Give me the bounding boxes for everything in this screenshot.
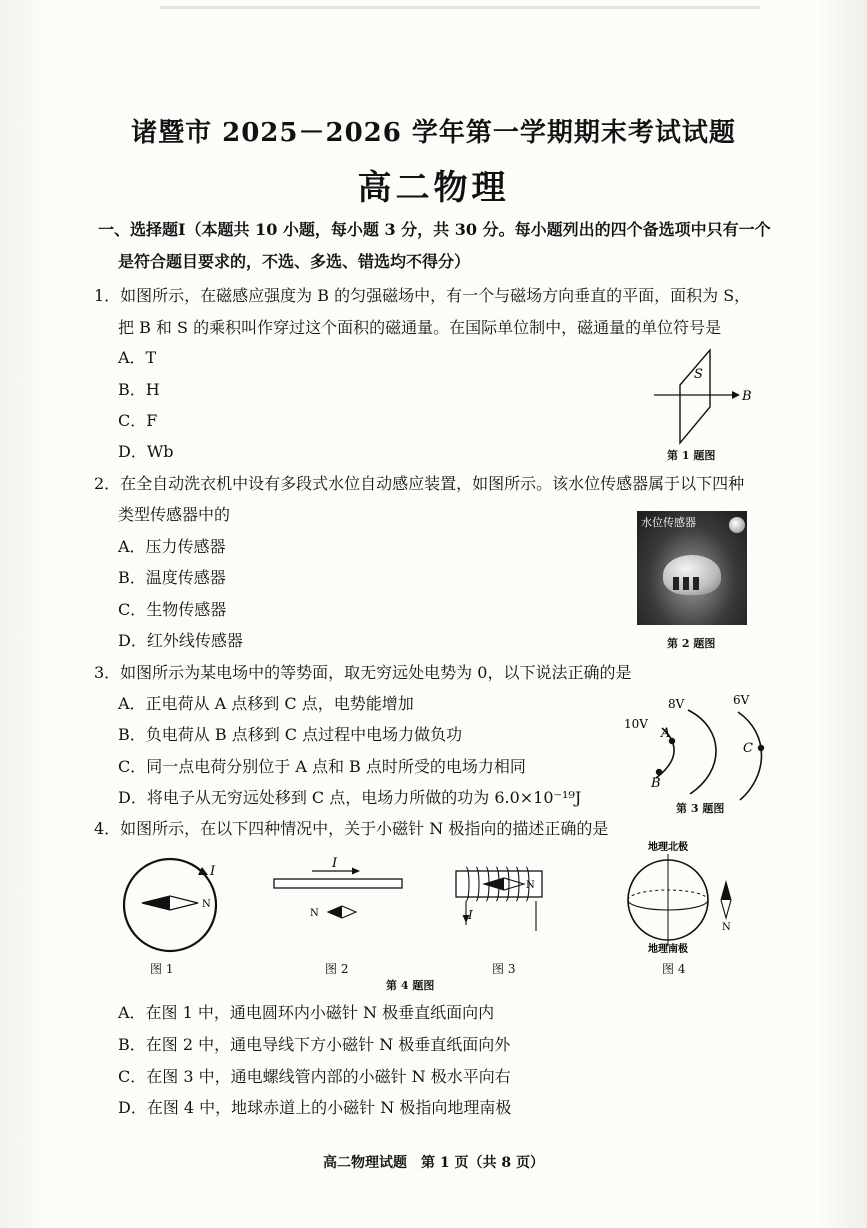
- q3-stem: 3．如图所示为某电场中的等势面，取无穷远处电势为 0，以下说法正确的是: [94, 663, 632, 682]
- q1-plane: [680, 350, 710, 443]
- label-10v: 10V: [624, 717, 648, 731]
- q4-figure-1: [118, 855, 228, 960]
- page-footer: 高二物理试题 第 1 页（共 8 页）: [323, 1155, 544, 1171]
- equipotential-8v: [688, 710, 716, 794]
- solenoid-needle-n-label: N: [526, 880, 535, 891]
- sensor-slot: [683, 577, 689, 590]
- fig1-label: 图 1: [150, 962, 174, 976]
- sensor-knob: [729, 517, 745, 533]
- q4-stem: 4．如图所示，在以下四种情况中，关于小磁针 N 极指向的描述正确的是: [94, 819, 609, 838]
- equipotential-6v: [738, 712, 762, 800]
- q1-option-a: A．T: [118, 348, 157, 367]
- q1-option-b: B．H: [118, 380, 160, 399]
- solenoid-current-label: I: [468, 908, 473, 922]
- photo-label: 水位传感器: [641, 516, 696, 529]
- q1-stem-line2: 把 B 和 S 的乘积叫作穿过这个面积的磁通量。在国际单位制中，磁通量的单位符号是: [118, 318, 722, 337]
- q2-option-d: D．红外线传感器: [118, 631, 243, 650]
- current-label: I: [210, 864, 216, 879]
- fig4-label: 图 4: [662, 962, 686, 976]
- q1-label-b: B: [742, 389, 752, 404]
- label-8v: 8V: [668, 697, 685, 711]
- q1-option-d: D．Wb: [118, 442, 174, 461]
- q3-caption: 第 3 题图: [676, 802, 725, 815]
- q2-option-a: A．压力传感器: [118, 537, 226, 556]
- scan-artifact-line: [160, 6, 760, 9]
- wire-current-label: I: [332, 856, 338, 871]
- wire-compass-needle-dark: [328, 906, 342, 918]
- wire-current-arrowhead: [352, 868, 360, 875]
- sensor-slot: [693, 577, 699, 590]
- sensor-slot: [673, 577, 679, 590]
- label-6v: 6V: [733, 693, 750, 707]
- q1-stem-line1: 1．如图所示，在磁感应强度为 B 的匀强磁场中，有一个与磁场方向垂直的平面，面积为 S，: [94, 286, 751, 305]
- q4-option-d: D．在图 4 中，地球赤道上的小磁针 N 极指向地理南极: [118, 1098, 512, 1117]
- fig3-label: 图 3: [492, 962, 516, 976]
- point-c: [758, 745, 764, 751]
- straight-wire: [274, 879, 402, 888]
- q4-figure-4: [620, 838, 750, 960]
- q1-label-s: S: [694, 367, 703, 382]
- label-a: A: [661, 726, 671, 741]
- q4-caption: 第 4 题图: [386, 979, 435, 992]
- q3-option-d: D．将电子从无穷远处移到 C 点，电场力所做的功为 6.0×10⁻¹⁹J: [118, 788, 582, 807]
- section-heading-line2: 是符合题目要求的，不选、多选、错选均不得分）: [118, 252, 471, 271]
- q3-option-b: B．负电荷从 B 点移到 C 点过程中电场力做负功: [118, 725, 463, 744]
- label-c: C: [743, 741, 753, 756]
- q4-option-c: C．在图 3 中，通电螺线管内部的小磁针 N 极水平向右: [118, 1067, 511, 1086]
- q1-figure: [650, 345, 760, 440]
- exam-title: 诸暨市 2025－2026 学年第一学期期末考试试题: [131, 118, 736, 148]
- needle-n-label: N: [202, 899, 211, 910]
- q1-option-c: C．F: [118, 411, 158, 430]
- q3-option-a: A．正电荷从 A 点移到 C 点，电势能增加: [118, 694, 414, 713]
- q1-arrowhead: [732, 391, 740, 399]
- q2-option-c: C．生物传感器: [118, 600, 227, 619]
- sensor-body: [663, 555, 721, 595]
- section-heading-line1: 一、选择题Ⅰ（本题共 10 小题，每小题 3 分，共 30 分。每小题列出的四个备选项中只有一个: [98, 220, 771, 239]
- point-b: [656, 769, 662, 775]
- q2-option-b: B．温度传感器: [118, 568, 226, 587]
- q2-stem-line1: 2．在全自动洗衣机中设有多段式水位自动感应装置，如图所示。该水位传感器属于以下四种: [94, 474, 745, 493]
- north-pole-label: 地理北极: [648, 842, 688, 853]
- earth-compass-needle-dark: [721, 882, 731, 900]
- south-pole-label: 地理南极: [648, 944, 688, 955]
- compass-needle-dark: [142, 896, 170, 910]
- water-level-sensor-photo: [637, 511, 747, 625]
- q3-figure: [622, 690, 782, 800]
- q4-option-b: B．在图 2 中，通电导线下方小磁针 N 极垂直纸面向外: [118, 1035, 511, 1054]
- q4-figure-2: [272, 855, 407, 935]
- exam-subject: 高二物理: [357, 168, 510, 208]
- q2-stem-line2: 类型传感器中的: [118, 505, 231, 524]
- earth-needle-n-label: N: [722, 922, 731, 933]
- q2-caption: 第 2 题图: [667, 637, 716, 650]
- q4-option-a: A．在图 1 中，通电圆环内小磁针 N 极垂直纸面向内: [118, 1003, 495, 1022]
- label-b: B: [651, 776, 661, 791]
- q3-option-c: C．同一点电荷分别位于 A 点和 B 点时所受的电场力相同: [118, 757, 526, 776]
- fig2-label: 图 2: [325, 962, 349, 976]
- wire-needle-n-label: N: [310, 908, 319, 919]
- q4-figure-3: [448, 855, 558, 955]
- q1-caption: 第 1 题图: [667, 449, 716, 462]
